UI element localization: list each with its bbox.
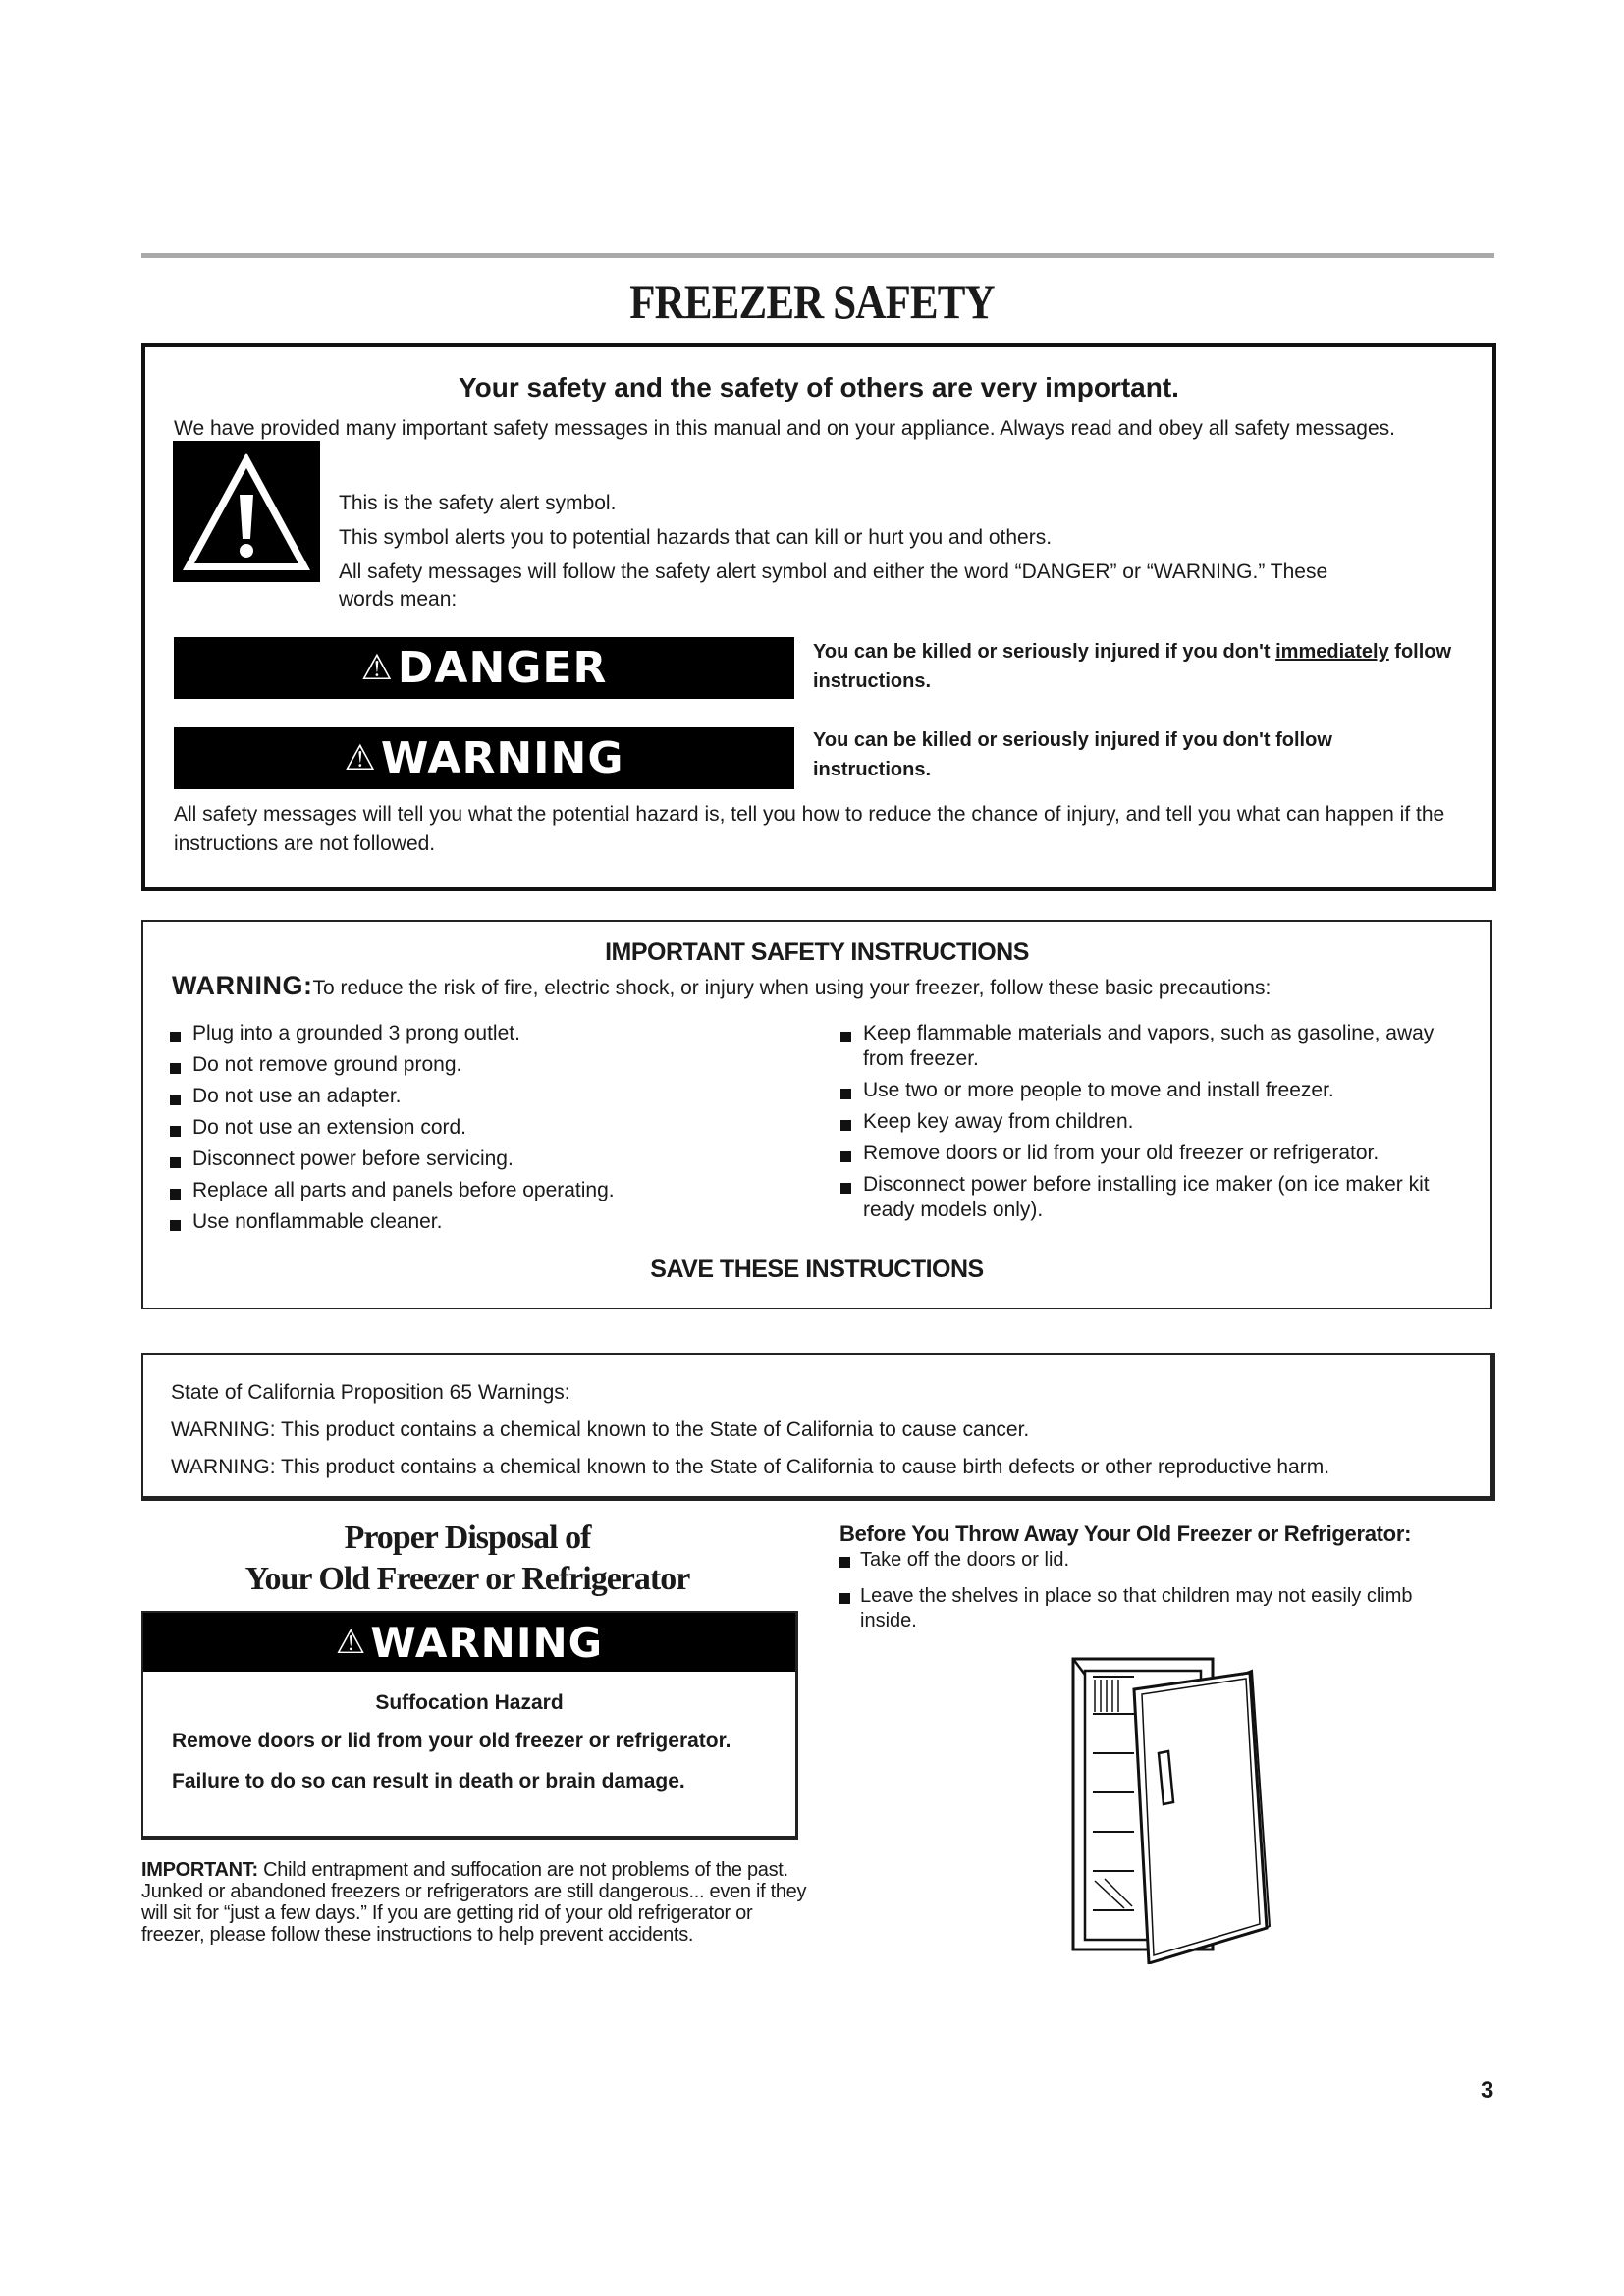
hazard-instructions: [172, 1728, 756, 1808]
prop65-line: WARNING: This product contains a chemical known to the State of California to cause birth defects or other reproductive harm.: [171, 1456, 1330, 1478]
instructions-box: [141, 920, 1492, 1309]
disposal-warning-bar: [143, 1613, 795, 1672]
before-throw-heading: Before You Throw Away Your Old Freezer or Refrigerator:: [839, 1522, 1412, 1546]
warning-text: To reduce the risk of fire, electric shock, or injury when using your freezer, follow these basic precautions:: [312, 977, 1272, 999]
danger-text: You can be killed or seriously injured if you don't: [813, 641, 1276, 663]
list-item: Remove doors or lid from your old freezer or refrigerator.: [840, 1141, 1479, 1166]
instructions-warning: [172, 971, 1481, 1001]
list-item: [839, 1584, 1449, 1633]
freezer-illustration: [1065, 1655, 1276, 1964]
disposal-warning-box: [141, 1611, 798, 1840]
danger-description: [813, 637, 1473, 696]
hazard-title: Suffocation Hazard: [375, 1691, 564, 1714]
list-item: Do not use an adapter.: [170, 1084, 798, 1109]
hazard-line: Remove doors or lid from your old freezer or refrigerator.: [172, 1730, 731, 1752]
list-item: Use nonflammable cleaner.: [170, 1209, 798, 1235]
list-item: Disconnect power before servicing.: [170, 1147, 798, 1172]
prop65-line: WARNING: This product contains a chemical known to the State of California to cause cancer.: [171, 1418, 1030, 1441]
prop65-box: [141, 1353, 1495, 1501]
danger-text-end: follow instructions.: [813, 641, 1452, 692]
list-item-text: Leave the shelves in place so that children may not easily climb inside.: [860, 1585, 1413, 1631]
page-number: 3: [1481, 2077, 1494, 2104]
before-throw-list: [839, 1548, 1468, 1645]
warning-label: WARNING: [380, 733, 624, 783]
safety-alert-icon: [173, 441, 320, 582]
list-item: Take off the doors or lid.: [839, 1548, 1468, 1573]
alert-line: This symbol alerts you to potential hazards that can kill or hurt you and others.: [339, 526, 1053, 549]
warning-label: WARNING: [370, 1618, 604, 1667]
disposal-title-line: Your Old Freezer or Refrigerator: [244, 1561, 690, 1597]
precautions-right-list: [840, 1021, 1479, 1229]
warning-signal-bar: [174, 727, 794, 789]
list-item: Keep key away from children.: [840, 1109, 1479, 1135]
prop65-text: [171, 1374, 1481, 1486]
safety-box: [141, 343, 1496, 891]
alert-explanation: [339, 490, 1453, 620]
list-item: Use two or more people to move and install freezer.: [840, 1078, 1479, 1103]
top-rule: [141, 253, 1494, 258]
list-item: Replace all parts and panels before operating.: [170, 1178, 798, 1203]
list-item: Disconnect power before installing ice maker (on ice maker kit ready models only).: [840, 1172, 1479, 1223]
instructions-heading: IMPORTANT SAFETY INSTRUCTIONS: [605, 938, 1029, 966]
list-item: Do not remove ground prong.: [170, 1052, 798, 1078]
danger-signal-bar: [174, 637, 794, 699]
list-item: Plug into a grounded 3 prong outlet.: [170, 1021, 798, 1046]
hazard-line: Failure to do so can result in death or brain damage.: [172, 1770, 685, 1792]
alert-line: This is the safety alert symbol.: [339, 492, 617, 514]
important-text: Child entrapment and suffocation are not problems of the past. Junked or abandoned freezers or refrigerators are still dangerous... even if they will sit for “just a few days.” If you are getting rid of your old refrigerator or freezer, please follow these instructions to help prevent accidents.: [141, 1859, 807, 1946]
precautions-left-list: [170, 1021, 798, 1241]
safety-footer: All safety messages will tell you what the potential hazard is, tell you how to reduce the chance of injury, and tell you what can happen if the instructions are not followed.: [174, 803, 1445, 855]
danger-text-emphasis: immediately: [1275, 641, 1389, 663]
page-title: FREEZER SAFETY: [629, 274, 995, 329]
disposal-title: [141, 1518, 793, 1600]
alert-line: All safety messages will follow the safety alert symbol and either the word “DANGER” or “WARNING.” These words mean:: [339, 561, 1328, 611]
prop65-line: State of California Proposition 65 Warnings:: [171, 1381, 570, 1404]
warning-triangle-icon: ⚠: [360, 648, 394, 688]
list-item: Do not use an extension cord.: [170, 1115, 798, 1141]
warning-label: WARNING:: [172, 971, 313, 1000]
list-item: Keep flammable materials and vapors, such as gasoline, away from freezer.: [840, 1021, 1479, 1072]
danger-label: DANGER: [397, 643, 608, 693]
save-instructions-footer: SAVE THESE INSTRUCTIONS: [650, 1255, 984, 1283]
important-note: [141, 1859, 809, 1946]
safety-heading: Your safety and the safety of others are very important.: [459, 372, 1179, 402]
important-label: IMPORTANT:: [141, 1859, 258, 1881]
warning-triangle-icon: ⚠: [344, 738, 377, 778]
warning-description: You can be killed or seriously injured if you don't follow instructions.: [813, 729, 1332, 780]
safety-intro: We have provided many important safety messages in this manual and on your appliance. Always read and obey all safety messages.: [174, 417, 1395, 440]
warning-triangle-icon: ⚠: [335, 1623, 367, 1662]
disposal-title-line: Proper Disposal of: [344, 1520, 591, 1556]
